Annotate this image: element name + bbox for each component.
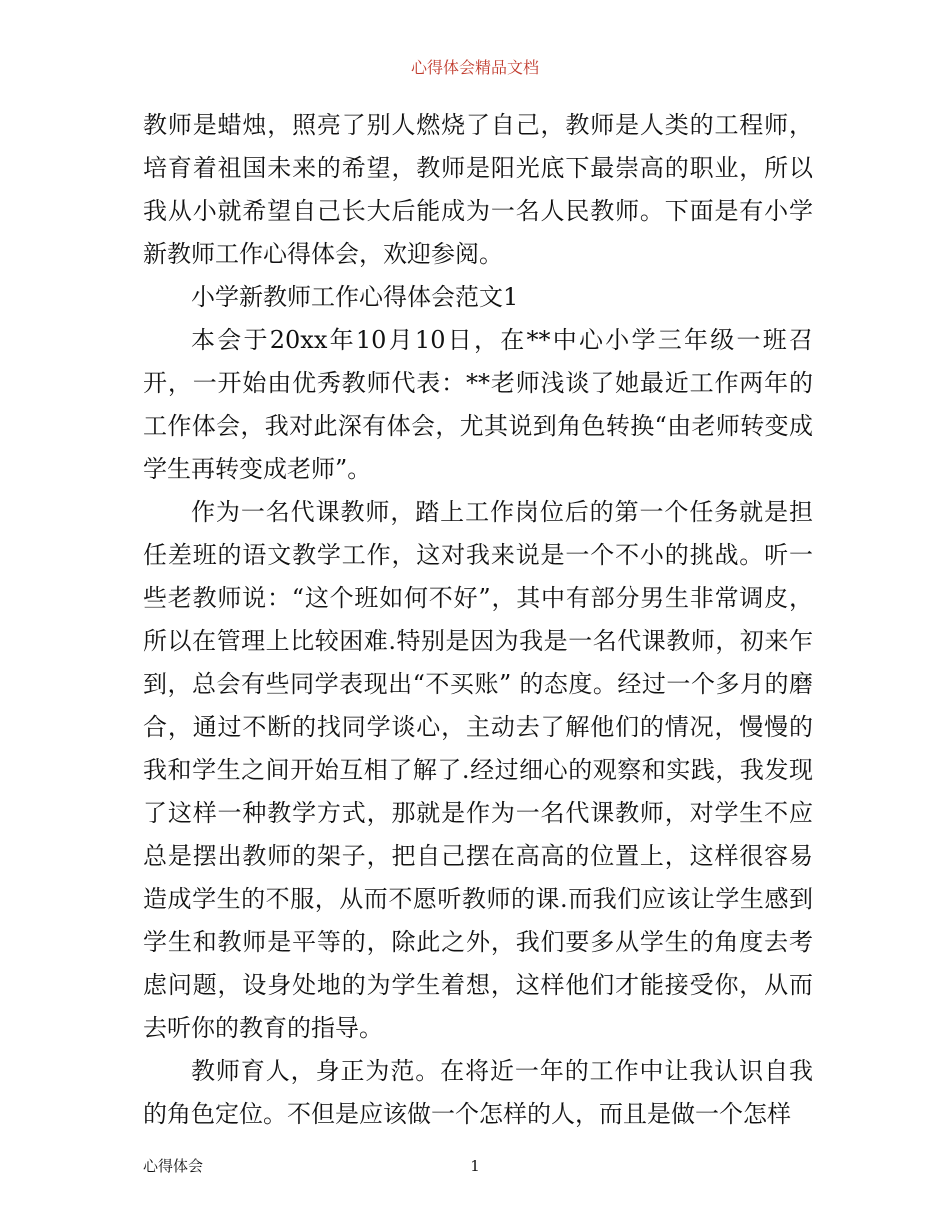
page-number: 1: [470, 1157, 480, 1175]
intro-paragraph: 教师是蜡烛，照亮了别人燃烧了自己，教师是人类的工程师，培育着祖国未来的希望，教师是阳光底下最崇高的职业，所以我从小就希望自己长大后能成为一名人民教师。下面是有小学新教师工作心得体会，欢迎参阅。: [143, 111, 813, 268]
body-paragraph-teaching: 作为一名代课教师，踏上工作岗位后的第一个任务就是担任差班的语文教学工作，这对我来说是一个不小的挑战。听一些老教师说：“这个班如何不好”，其中有部分男生非常调皮，所以在管理上比较困难.特别是因为我是一名代课教师，初来乍到，总会有些同学表现出“不买账” 的态度。经过一个多月的磨合，通过不断的找同学谈心，主动去了解他们的情况，慢慢的我和学生之间开始互相了解了.经过细心的观察和实践，我发现了这样一种教学方式，那就是作为一名代课教师，对学生不应总是摆出教师的架子，把自己摆在高高的位置上，这样很容易造成学生的不服，从而不愿听教师的课.而我们应该让学生感到学生和教师是平等的，除此之外，我们要多从学生的角度去考虑问题，设身处地的为学生着想，这样他们才能接受你，从而去听你的教育的指导。: [143, 498, 813, 1042]
body-paragraph-meeting: 本会于20xx年10月10日，在**中心小学三年级一班召开，一开始由优秀教师代表：**老师浅谈了她最近工作两年的工作体会，我对此深有体会，尤其说到角色转换“由老师转变成学生再转变成老师”。: [143, 326, 813, 483]
page-header-title: 心得体会精品文档: [410, 58, 539, 77]
section-heading: 小学新教师工作心得体会范文1: [191, 283, 519, 311]
page-footer-label: 心得体会: [143, 1157, 204, 1175]
document-body: [143, 104, 813, 1136]
body-paragraph-role: 教师育人，身正为范。在将近一年的工作中让我认识自我的角色定位。不但是应该做一个怎样的人，而且是做一个怎样: [143, 1057, 813, 1128]
